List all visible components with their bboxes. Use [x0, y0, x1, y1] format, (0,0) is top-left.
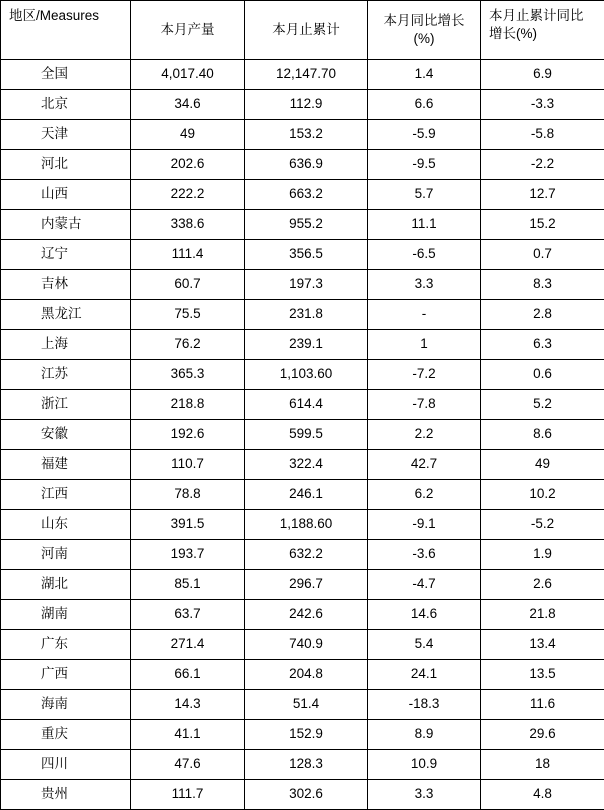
cell-cumulative-yoy: 49: [481, 450, 604, 480]
cell-monthly-output: 41.1: [131, 720, 245, 750]
cell-cumulative: 128.3: [245, 750, 368, 780]
cell-region: 河南: [1, 540, 131, 570]
cell-cumulative: 197.3: [245, 270, 368, 300]
cell-region: 黑龙江: [1, 300, 131, 330]
cell-monthly-yoy: 10.9: [368, 750, 481, 780]
table-row: [1, 600, 604, 630]
cell-monthly-yoy: 5.7: [368, 180, 481, 210]
cell-monthly-yoy: 42.7: [368, 450, 481, 480]
cell-monthly-yoy: 24.1: [368, 660, 481, 690]
cell-monthly-yoy: 11.1: [368, 210, 481, 240]
cell-cumulative-yoy: 10.2: [481, 480, 604, 510]
table-row: [1, 330, 604, 360]
table-row: [1, 510, 604, 540]
cell-monthly-yoy: 6.2: [368, 480, 481, 510]
cell-region: 天津: [1, 120, 131, 150]
table-header-row: [1, 1, 604, 60]
table-row: [1, 690, 604, 720]
cell-region: 浙江: [1, 390, 131, 420]
cell-monthly-output: 110.7: [131, 450, 245, 480]
cell-monthly-yoy: 14.6: [368, 600, 481, 630]
cell-monthly-output: 391.5: [131, 510, 245, 540]
cell-cumulative: 632.2: [245, 540, 368, 570]
cell-cumulative: 204.8: [245, 660, 368, 690]
table-header: [1, 1, 604, 60]
table-row: [1, 120, 604, 150]
cell-cumulative-yoy: 5.2: [481, 390, 604, 420]
cell-region: 湖北: [1, 570, 131, 600]
cell-cumulative-yoy: -2.2: [481, 150, 604, 180]
cell-region: 山西: [1, 180, 131, 210]
table-row: [1, 540, 604, 570]
cell-cumulative-yoy: 8.3: [481, 270, 604, 300]
cell-region: 广西: [1, 660, 131, 690]
cell-cumulative: 955.2: [245, 210, 368, 240]
cell-region: 四川: [1, 750, 131, 780]
cell-region: 福建: [1, 450, 131, 480]
cell-cumulative-yoy: 18: [481, 750, 604, 780]
cell-region: 辽宁: [1, 240, 131, 270]
cell-monthly-yoy: -: [368, 300, 481, 330]
cell-region: 山东: [1, 510, 131, 540]
cell-monthly-yoy: -9.1: [368, 510, 481, 540]
cell-cumulative-yoy: -5.2: [481, 510, 604, 540]
column-header-monthly-output: 本月产量: [131, 1, 245, 60]
cell-monthly-output: 365.3: [131, 360, 245, 390]
table-row: [1, 480, 604, 510]
cell-monthly-yoy: -5.9: [368, 120, 481, 150]
cell-cumulative-yoy: 1.9: [481, 540, 604, 570]
cell-cumulative: 1,188.60: [245, 510, 368, 540]
cell-cumulative-yoy: 12.7: [481, 180, 604, 210]
table-row: [1, 240, 604, 270]
cell-monthly-yoy: -9.5: [368, 150, 481, 180]
cell-cumulative: 322.4: [245, 450, 368, 480]
cell-region: 全国: [1, 60, 131, 90]
cell-monthly-output: 78.8: [131, 480, 245, 510]
cell-monthly-yoy: 3.3: [368, 270, 481, 300]
cell-cumulative: 302.6: [245, 780, 368, 810]
cell-region: 北京: [1, 90, 131, 120]
cell-region: 吉林: [1, 270, 131, 300]
cell-monthly-yoy: 3.3: [368, 780, 481, 810]
table-body: [1, 60, 604, 810]
column-header-cumulative: 本月止累计: [245, 1, 368, 60]
cell-monthly-yoy: 1.4: [368, 60, 481, 90]
table-row: [1, 570, 604, 600]
table-row: [1, 150, 604, 180]
table-row: [1, 660, 604, 690]
cell-cumulative-yoy: 13.4: [481, 630, 604, 660]
cell-monthly-output: 85.1: [131, 570, 245, 600]
cell-cumulative-yoy: 11.6: [481, 690, 604, 720]
cell-cumulative: 599.5: [245, 420, 368, 450]
cell-cumulative: 12,147.70: [245, 60, 368, 90]
cell-cumulative-yoy: 13.5: [481, 660, 604, 690]
cell-cumulative-yoy: 2.6: [481, 570, 604, 600]
cell-cumulative-yoy: 2.8: [481, 300, 604, 330]
cell-monthly-yoy: -18.3: [368, 690, 481, 720]
table-row: [1, 210, 604, 240]
cell-region: 海南: [1, 690, 131, 720]
cell-region: 广东: [1, 630, 131, 660]
cell-region: 江苏: [1, 360, 131, 390]
cell-monthly-output: 218.8: [131, 390, 245, 420]
cell-monthly-output: 66.1: [131, 660, 245, 690]
cell-region: 安徽: [1, 420, 131, 450]
cell-monthly-output: 76.2: [131, 330, 245, 360]
cell-monthly-output: 63.7: [131, 600, 245, 630]
cell-cumulative: 242.6: [245, 600, 368, 630]
cell-monthly-yoy: -4.7: [368, 570, 481, 600]
cell-monthly-output: 14.3: [131, 690, 245, 720]
cell-monthly-output: 111.4: [131, 240, 245, 270]
cell-monthly-output: 192.6: [131, 420, 245, 450]
cell-cumulative: 239.1: [245, 330, 368, 360]
cell-monthly-yoy: -6.5: [368, 240, 481, 270]
cell-monthly-output: 49: [131, 120, 245, 150]
cell-monthly-yoy: 5.4: [368, 630, 481, 660]
column-header-region: 地区/Measures: [1, 1, 131, 60]
table-row: [1, 720, 604, 750]
cell-monthly-yoy: 8.9: [368, 720, 481, 750]
table-row: [1, 270, 604, 300]
cell-cumulative-yoy: -5.8: [481, 120, 604, 150]
cell-cumulative: 740.9: [245, 630, 368, 660]
table-row: [1, 180, 604, 210]
cell-cumulative-yoy: 6.9: [481, 60, 604, 90]
cell-cumulative: 296.7: [245, 570, 368, 600]
cell-cumulative-yoy: 0.6: [481, 360, 604, 390]
cell-monthly-yoy: -3.6: [368, 540, 481, 570]
cell-region: 重庆: [1, 720, 131, 750]
cell-cumulative-yoy: -3.3: [481, 90, 604, 120]
cell-cumulative: 152.9: [245, 720, 368, 750]
cell-cumulative: 153.2: [245, 120, 368, 150]
cell-cumulative: 51.4: [245, 690, 368, 720]
table-row: [1, 750, 604, 780]
cell-cumulative: 246.1: [245, 480, 368, 510]
table-row: [1, 420, 604, 450]
cell-cumulative: 663.2: [245, 180, 368, 210]
cell-monthly-output: 4,017.40: [131, 60, 245, 90]
table-row: [1, 390, 604, 420]
cell-cumulative-yoy: 15.2: [481, 210, 604, 240]
cell-monthly-yoy: -7.8: [368, 390, 481, 420]
cell-cumulative: 614.4: [245, 390, 368, 420]
cell-cumulative: 231.8: [245, 300, 368, 330]
column-header-monthly-yoy: 本月同比增长(%): [368, 1, 481, 60]
table-row: [1, 780, 604, 810]
cell-cumulative: 356.5: [245, 240, 368, 270]
table-row: [1, 360, 604, 390]
table-row: [1, 90, 604, 120]
cell-region: 湖南: [1, 600, 131, 630]
cell-region: 上海: [1, 330, 131, 360]
table-row: [1, 630, 604, 660]
cell-cumulative-yoy: 0.7: [481, 240, 604, 270]
cell-region: 江西: [1, 480, 131, 510]
table-row: [1, 60, 604, 90]
cell-monthly-output: 75.5: [131, 300, 245, 330]
cell-region: 河北: [1, 150, 131, 180]
cell-monthly-output: 47.6: [131, 750, 245, 780]
cell-monthly-yoy: 2.2: [368, 420, 481, 450]
cell-monthly-output: 193.7: [131, 540, 245, 570]
cell-monthly-output: 222.2: [131, 180, 245, 210]
cell-cumulative-yoy: 21.8: [481, 600, 604, 630]
cell-monthly-output: 202.6: [131, 150, 245, 180]
cell-region: 内蒙古: [1, 210, 131, 240]
cell-monthly-output: 111.7: [131, 780, 245, 810]
cell-monthly-yoy: 1: [368, 330, 481, 360]
cell-monthly-output: 34.6: [131, 90, 245, 120]
cell-monthly-output: 338.6: [131, 210, 245, 240]
cell-cumulative-yoy: 6.3: [481, 330, 604, 360]
cell-monthly-yoy: 6.6: [368, 90, 481, 120]
cell-cumulative-yoy: 4.8: [481, 780, 604, 810]
cell-cumulative-yoy: 29.6: [481, 720, 604, 750]
cell-cumulative: 1,103.60: [245, 360, 368, 390]
cell-cumulative-yoy: 8.6: [481, 420, 604, 450]
cell-region: 贵州: [1, 780, 131, 810]
cell-monthly-output: 60.7: [131, 270, 245, 300]
cell-cumulative: 636.9: [245, 150, 368, 180]
cell-cumulative: 112.9: [245, 90, 368, 120]
table-row: [1, 450, 604, 480]
column-header-cumulative-yoy: 本月止累计同比增长(%): [481, 1, 604, 60]
cell-monthly-yoy: -7.2: [368, 360, 481, 390]
table-row: [1, 300, 604, 330]
cell-monthly-output: 271.4: [131, 630, 245, 660]
